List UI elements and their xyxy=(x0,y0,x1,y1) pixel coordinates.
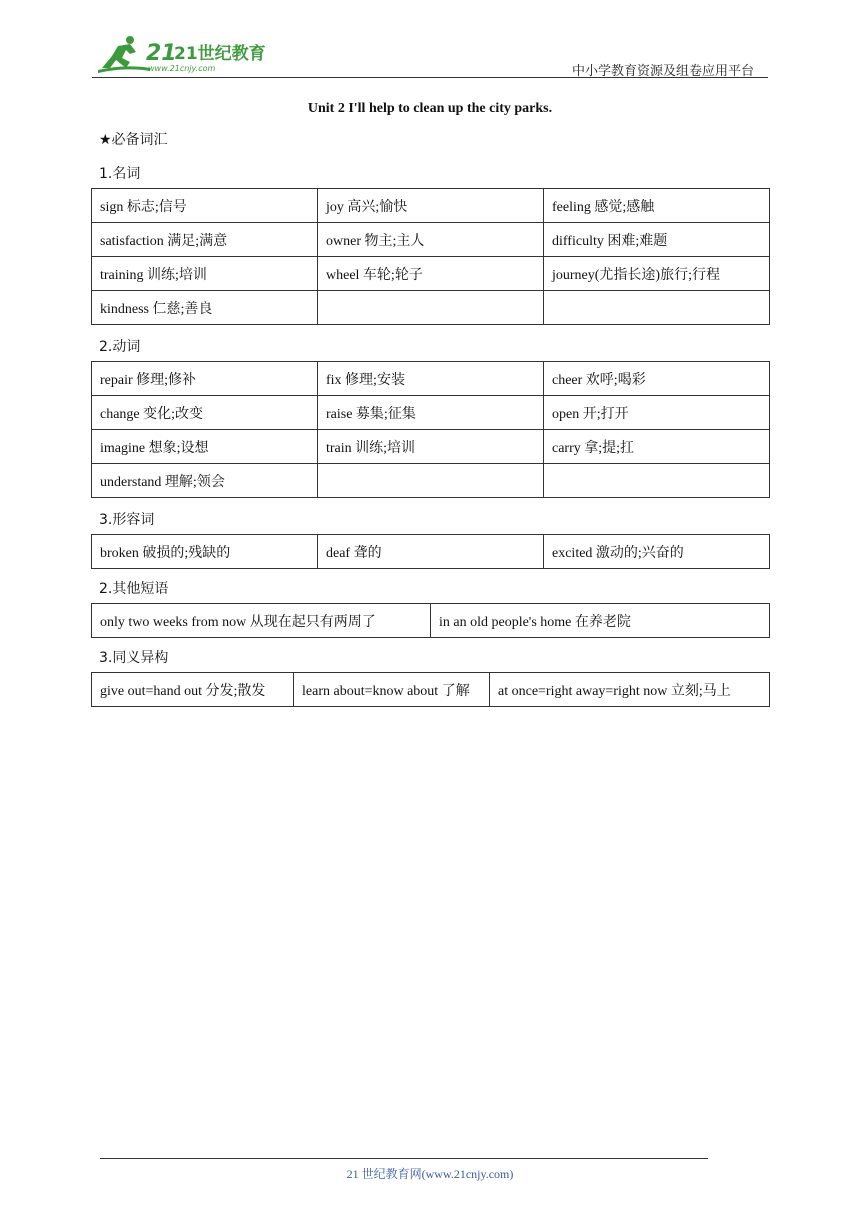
table-cell: in an old people's home 在养老院 xyxy=(431,604,770,638)
logo-icon xyxy=(96,34,266,74)
verbs-table xyxy=(91,361,770,498)
section-nouns-heading: 1.名词 xyxy=(99,166,141,182)
table-cell: open 开;打开 xyxy=(544,396,770,430)
logo[interactable] xyxy=(96,34,266,74)
page-header xyxy=(92,30,768,78)
table-cell: raise 募集;征集 xyxy=(318,396,544,430)
table-cell: wheel 车轮;轮子 xyxy=(318,257,544,291)
svg-text:21: 21 xyxy=(146,41,177,66)
table-cell: change 变化;改变 xyxy=(92,396,318,430)
table-cell: deaf 聋的 xyxy=(318,535,544,569)
table-cell xyxy=(544,291,770,325)
table-row xyxy=(92,362,770,396)
header-divider xyxy=(92,77,768,78)
header-platform-text: 中小学教育资源及组卷应用平台 xyxy=(571,64,754,79)
table-row xyxy=(92,223,770,257)
table-cell: kindness 仁慈;善良 xyxy=(92,291,318,325)
table-row xyxy=(92,604,770,638)
page-title: Unit 2 I'll help to clean up the city parks. xyxy=(307,101,553,116)
synonyms-table xyxy=(91,672,770,707)
table-row xyxy=(92,673,770,707)
table-cell: excited 激动的;兴奋的 xyxy=(544,535,770,569)
footer-divider xyxy=(100,1158,708,1159)
table-cell: feeling 感觉;感触 xyxy=(544,189,770,223)
table-cell: repair 修理;修补 xyxy=(92,362,318,396)
section-verbs-heading: 2.动词 xyxy=(99,339,141,355)
table-cell: only two weeks from now 从现在起只有两周了 xyxy=(92,604,431,638)
footer-link[interactable]: 21 世纪教育网(www.21cnjy.com) xyxy=(346,1167,514,1181)
table-cell: fix 修理;安装 xyxy=(318,362,544,396)
table-cell: satisfaction 满足;满意 xyxy=(92,223,318,257)
table-cell: sign 标志;信号 xyxy=(92,189,318,223)
table-row xyxy=(92,430,770,464)
table-cell xyxy=(544,464,770,498)
logo-url: www.21cnjy.com xyxy=(148,64,216,73)
table-cell: journey(尤指长途)旅行;行程 xyxy=(544,257,770,291)
table-cell xyxy=(318,291,544,325)
table-cell: training 训练;培训 xyxy=(92,257,318,291)
table-row xyxy=(92,257,770,291)
table-cell: broken 破损的;残缺的 xyxy=(92,535,318,569)
table-cell: cheer 欢呼;喝彩 xyxy=(544,362,770,396)
adjectives-table xyxy=(91,534,770,569)
table-cell: difficulty 困难;难题 xyxy=(544,223,770,257)
table-cell: give out=hand out 分发;散发 xyxy=(92,673,294,707)
table-cell: understand 理解;领会 xyxy=(92,464,318,498)
table-cell: at once=right away=right now 立刻;马上 xyxy=(490,673,770,707)
table-cell: carry 拿;提;扛 xyxy=(544,430,770,464)
table-row xyxy=(92,396,770,430)
table-cell: learn about=know about 了解 xyxy=(294,673,490,707)
table-cell: imagine 想象;设想 xyxy=(92,430,318,464)
table-cell: train 训练;培训 xyxy=(318,430,544,464)
table-cell: joy 高兴;愉快 xyxy=(318,189,544,223)
section-synonyms-heading: 3.同义异构 xyxy=(99,650,169,666)
table-row xyxy=(92,189,770,223)
table-cell: owner 物主;主人 xyxy=(318,223,544,257)
logo-text: 21世纪教育 xyxy=(174,44,266,64)
section-heading: ★必备词汇 xyxy=(99,132,168,148)
section-phrases-heading: 2.其他短语 xyxy=(99,581,169,597)
table-row xyxy=(92,291,770,325)
section-adjectives-heading: 3.形容词 xyxy=(99,512,155,528)
nouns-table xyxy=(91,188,770,325)
phrases-table xyxy=(91,603,770,638)
table-row xyxy=(92,535,770,569)
table-row xyxy=(92,464,770,498)
table-cell xyxy=(318,464,544,498)
